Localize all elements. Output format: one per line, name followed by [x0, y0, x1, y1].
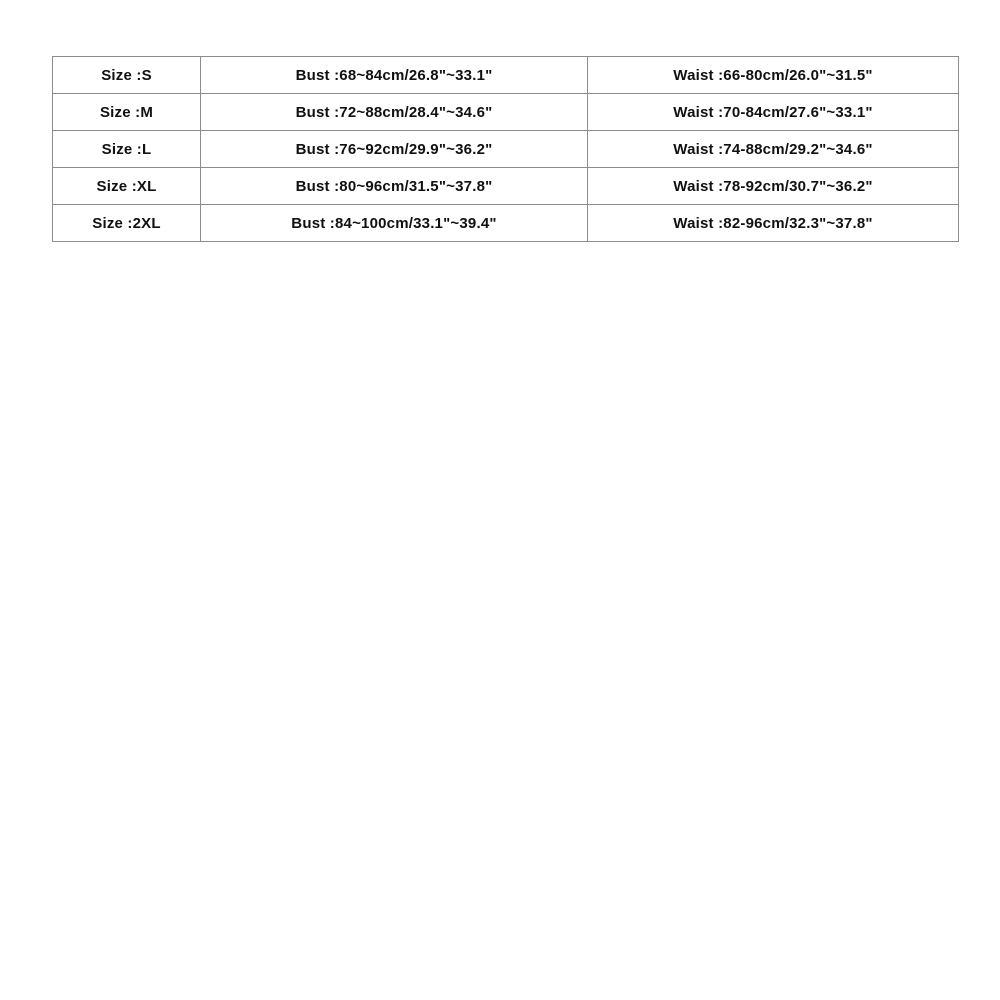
waist-cell: Waist :78-92cm/30.7"~36.2": [588, 168, 959, 205]
size-cell: Size :XL: [53, 168, 201, 205]
table-row: [53, 57, 959, 94]
table-row: [53, 94, 959, 131]
bust-cell: Bust :84~100cm/33.1"~39.4": [201, 205, 588, 242]
bust-cell: Bust :72~88cm/28.4"~34.6": [201, 94, 588, 131]
size-cell: Size :S: [53, 57, 201, 94]
waist-cell: Waist :82-96cm/32.3"~37.8": [588, 205, 959, 242]
table-row: [53, 205, 959, 242]
bust-cell: Bust :76~92cm/29.9"~36.2": [201, 131, 588, 168]
bust-cell: Bust :68~84cm/26.8"~33.1": [201, 57, 588, 94]
size-cell: Size :M: [53, 94, 201, 131]
size-cell: Size :2XL: [53, 205, 201, 242]
waist-cell: Waist :70-84cm/27.6"~33.1": [588, 94, 959, 131]
size-chart-table: [52, 56, 959, 242]
size-cell: Size :L: [53, 131, 201, 168]
table-row: [53, 131, 959, 168]
waist-cell: Waist :74-88cm/29.2"~34.6": [588, 131, 959, 168]
bust-cell: Bust :80~96cm/31.5"~37.8": [201, 168, 588, 205]
table-row: [53, 168, 959, 205]
waist-cell: Waist :66-80cm/26.0"~31.5": [588, 57, 959, 94]
